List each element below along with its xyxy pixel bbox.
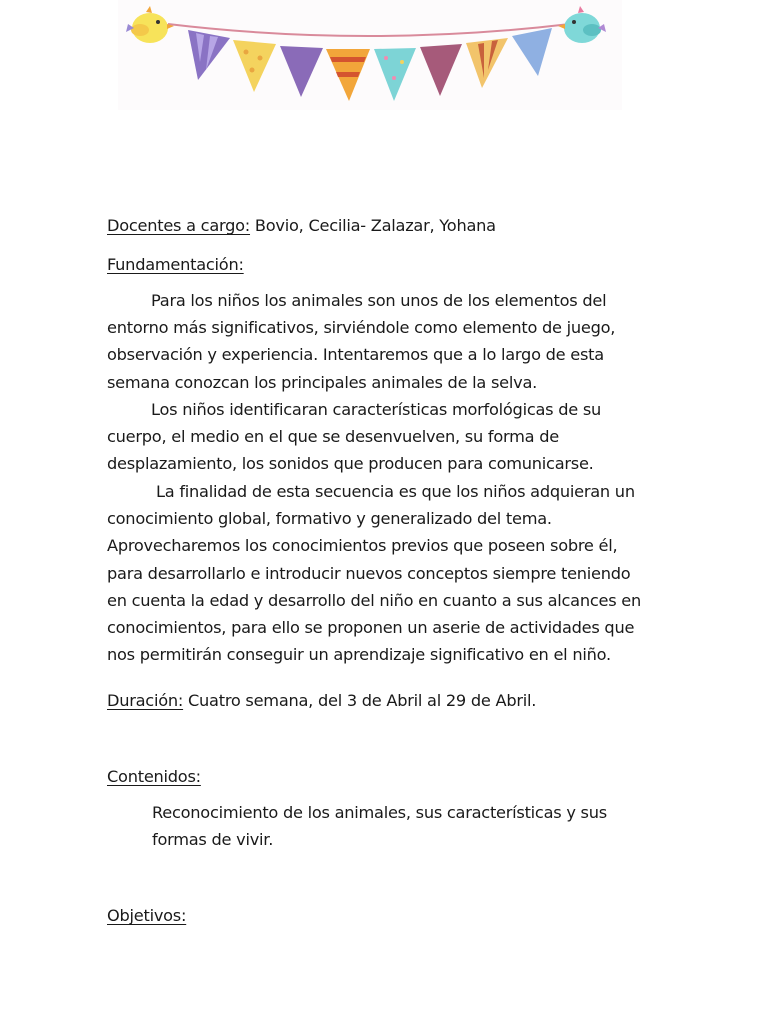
paragraph-line: Para los niños los animales son unos de los elementos del bbox=[151, 291, 607, 310]
fundamentacion-heading bbox=[107, 251, 244, 278]
paragraph-line: nos permitirán conseguir un aprendizaje significativo en el niño. bbox=[107, 645, 611, 665]
duracion-value: Cuatro semana, del 3 de Abril al 29 de Abril. bbox=[187, 691, 537, 710]
paragraph-line: Los niños identificaran características morfológicas de su bbox=[151, 400, 602, 419]
objetivos-heading bbox=[107, 902, 186, 929]
contenidos-item-text bbox=[152, 799, 607, 853]
paragraph-line: entorno más significativos, sirviéndole como elemento de juego, bbox=[107, 318, 616, 338]
fundamentacion-paragraph-3 bbox=[107, 478, 667, 668]
docentes-line bbox=[107, 212, 496, 239]
bird-left-icon bbox=[126, 6, 174, 43]
bunting-with-birds-icon bbox=[118, 0, 622, 110]
bunting-flags bbox=[188, 28, 552, 101]
paragraph-line: semana conozcan los principales animales de la selva. bbox=[107, 372, 538, 392]
contenidos-label: Contenidos: bbox=[107, 767, 201, 786]
list-item-line: Reconocimiento de los animales, sus características y sus bbox=[152, 803, 607, 822]
paragraph-line: para desarrollarlo e introducir nuevos conceptos siempre teniendo bbox=[107, 563, 631, 583]
paragraph-line: conocimientos, para ello se proponen un aserie de actividades que bbox=[107, 617, 635, 637]
paragraph-line: La finalidad de esta secuencia es que los niños adquieran un bbox=[156, 482, 635, 501]
paragraph-line: Aprovecharemos los conocimientos previos que poseen sobre él, bbox=[107, 536, 618, 556]
docentes-value: Bovio, Cecilia- Zalazar, Yohana bbox=[254, 216, 496, 235]
duracion-line bbox=[107, 687, 536, 714]
duracion-label: Duración: bbox=[107, 691, 184, 710]
contenidos-heading bbox=[107, 763, 201, 790]
paragraph-line: observación y experiencia. Intentaremos que a lo largo de esta bbox=[107, 345, 604, 365]
fundamentacion-label: Fundamentación: bbox=[107, 255, 244, 274]
paragraph-line: conocimiento global, formativo y generalizado del tema. bbox=[107, 509, 552, 529]
bird-right-icon bbox=[558, 6, 606, 43]
paragraph-line: desplazamiento, los sonidos que producen para comunicarse. bbox=[107, 454, 594, 474]
paragraph-line: cuerpo, el medio en el que se desenvuelven, su forma de bbox=[107, 427, 559, 447]
bunting-banner bbox=[118, 0, 622, 110]
objetivos-label: Objetivos: bbox=[107, 906, 187, 925]
paragraph-line: en cuenta la edad y desarrollo del niño en cuanto a sus alcances en bbox=[107, 590, 642, 610]
fundamentacion-paragraph-1 bbox=[107, 287, 667, 396]
list-item-line: formas de vivir. bbox=[152, 830, 274, 850]
fundamentacion-paragraph-2 bbox=[107, 396, 667, 478]
docentes-label: Docentes a cargo: bbox=[107, 216, 251, 235]
